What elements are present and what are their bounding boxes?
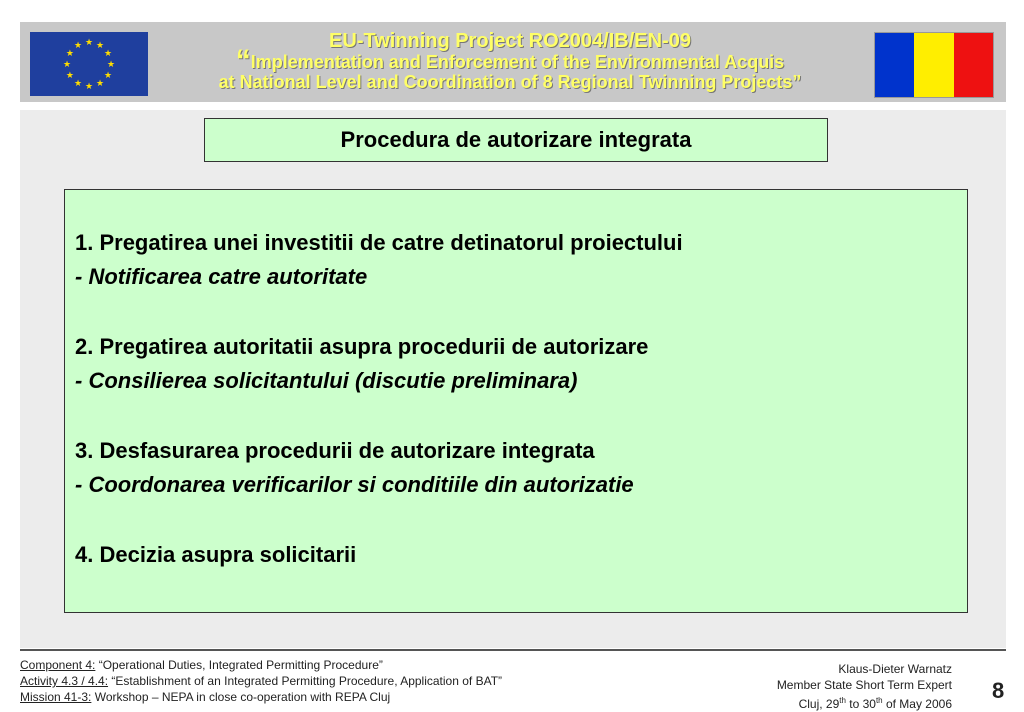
eu-flag-icon [30, 32, 148, 96]
eu-star-icon: ★ [73, 78, 83, 89]
eu-star-icon: ★ [65, 48, 74, 58]
author-name: Klaus-Dieter Warnatz [838, 662, 952, 676]
eu-star-icon: ★ [95, 78, 105, 89]
project-title [160, 30, 860, 92]
procedure-steps-box [64, 189, 968, 613]
author-role: Member State Short Term Expert [776, 678, 952, 692]
romania-flag-icon [874, 32, 994, 98]
footer-project-info [20, 657, 502, 705]
step-2-detail: - Consilierea solicitantului (discutie preliminara) [75, 368, 578, 393]
project-name-line2: at National Level and Coordination of 8 Regional Twinning Projects” [218, 72, 802, 92]
slide-title: Procedura de autorizare integrata [204, 118, 828, 162]
eu-star-icon: ★ [62, 59, 72, 69]
event-date: Cluj, 29th to 30th of May 2006 [798, 696, 952, 711]
activity-line: Activity 4.3 / 4.4: “Establishment of an Integrated Permitting Procedure, Application of BAT” [20, 674, 503, 688]
mission-line: Mission 41-3: Workshop – NEPA in close co-operation with REPA Cluj [20, 690, 391, 704]
slide-header [20, 22, 1006, 102]
eu-star-icon: ★ [73, 39, 83, 50]
step-1-detail: - Notificarea catre autoritate [75, 264, 368, 289]
eu-star-icon: ★ [106, 59, 116, 69]
step-4-title: 4. Decizia asupra solicitarii [75, 542, 357, 567]
project-name-line1: “Implementation and Enforcement of the Environmental Acquis [235, 44, 785, 77]
eu-star-icon: ★ [104, 70, 113, 80]
eu-star-icon: ★ [84, 37, 94, 47]
eu-star-icon: ★ [84, 81, 94, 91]
eu-star-icon: ★ [95, 39, 105, 50]
step-2-title: 2. Pregatirea autoritatii asupra procedurii de autorizare [75, 334, 649, 359]
step-3-detail: - Coordonarea verificarilor si conditiile din autorizatie [75, 472, 634, 497]
footer-author-info [777, 661, 952, 712]
footer-divider [20, 649, 1006, 651]
step-3-title: 3. Desfasurarea procedurii de autorizare integrata [75, 438, 595, 463]
component-line: Component 4: “Operational Duties, Integrated Permitting Procedure” [20, 658, 383, 672]
page-number: 8 [992, 678, 1005, 703]
project-code: EU-Twinning Project RO2004/IB/EN-09 [329, 30, 691, 52]
step-1-title: 1. Pregatirea unei investitii de catre detinatorul proiectului [75, 230, 683, 255]
eu-star-icon: ★ [104, 48, 113, 58]
eu-star-icon: ★ [65, 70, 74, 80]
